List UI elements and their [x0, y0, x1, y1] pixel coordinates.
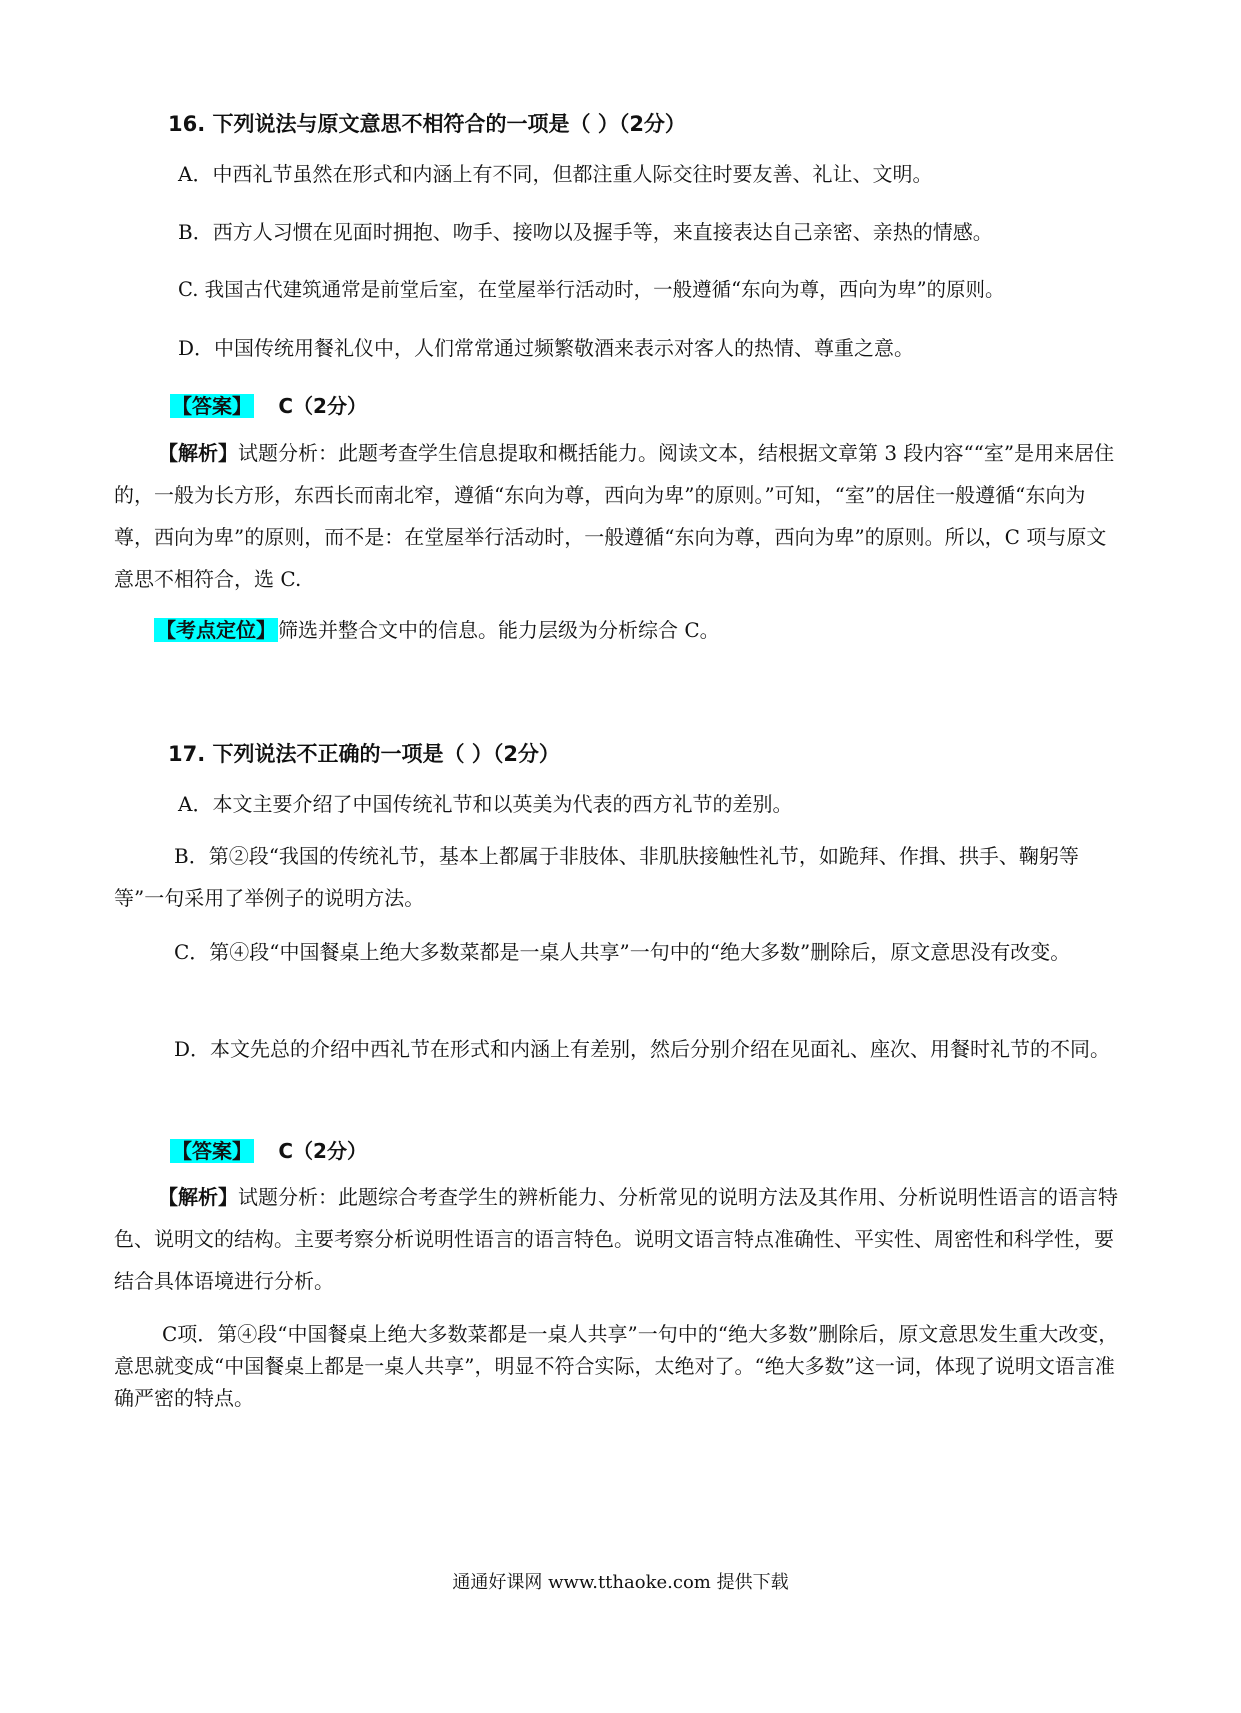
- q17-option-d-text: D．本文先总的介绍中西礼节在形式和内涵上有差别，然后分别介绍在见面礼、座次、用餐时礼节的不同。: [174, 1037, 1111, 1061]
- q16-answer-value: C（2分）: [278, 394, 367, 418]
- question-16-title: 16. 下列说法与原文意思不相符合的一项是（ ）（2分）: [168, 112, 686, 136]
- q16-answer: [170, 390, 367, 419]
- q17-analysis: [114, 1176, 1124, 1302]
- q17-analysis-text: 试题分析：此题综合考查学生的辨析能力、分析常见的说明方法及其作用、分析说明性语言的语言特色、说明文的结构。主要考察分析说明性语言的语言特色。说明文语言特点准确性、平实性、周密性和科学性，要结合具体语境进行分析。: [114, 1185, 1118, 1293]
- q17-answer-value: C（2分）: [278, 1139, 367, 1163]
- q17-option-b: [114, 835, 1124, 919]
- q16-option-c: C. 我国古代建筑通常是前堂后室，在堂屋举行活动时，一般遵循“东向为尊，西向为卑”的原则。: [178, 278, 1005, 301]
- page-footer: 通通好课网 www.tthaoke.com 提供下载: [452, 1572, 789, 1593]
- q16-point: [154, 614, 720, 643]
- q16-analysis-label: 【解析】: [158, 441, 238, 465]
- q17-extra-explanation: [114, 1318, 1124, 1414]
- q16-analysis-text: 试题分析：此题考查学生信息提取和概括能力。阅读文本，结根据文章第 3 段内容““室”是用来居住的，一般为长方形，东西长而南北窄，遵循“东向为尊，西向为卑”的原则。”可知，“室”的居住一般遵循“东向为尊，西向为卑”的原则，而不是：在堂屋举行活动时，一般遵循“东向为尊，西向为卑”的原则。所以，C 项与原文意思不相符合，选 C.: [114, 441, 1115, 591]
- q16-point-text: 筛选并整合文中的信息。能力层级为分析综合 C。: [278, 618, 720, 642]
- q17-answer-label: 【答案】: [172, 1139, 252, 1163]
- q16-answer-label: 【答案】: [172, 394, 252, 418]
- q16-analysis: [114, 432, 1124, 600]
- q17-option-d: [114, 1028, 1124, 1070]
- q16-option-d: D．中国传统用餐礼仪中，人们常常通过频繁敬酒来表示对客人的热情、尊重之意。: [178, 336, 915, 360]
- q16-point-label: 【考点定位】: [156, 618, 276, 642]
- q17-option-c: [114, 931, 1124, 973]
- q17-option-a: A．本文主要介绍了中国传统礼节和以英美为代表的西方礼节的差别。: [178, 792, 793, 816]
- q17-option-c-text: C．第④段“中国餐桌上绝大多数菜都是一桌人共享”一句中的“绝大多数”删除后，原文意思没有改变。: [174, 940, 1071, 964]
- q17-answer: [170, 1135, 367, 1164]
- q16-option-b: B．西方人习惯在见面时拥抱、吻手、接吻以及握手等，来直接表达自己亲密、亲热的情感。: [178, 220, 993, 244]
- question-17-title: 17. 下列说法不正确的一项是（ ）（2分）: [168, 742, 560, 766]
- q17-extra-text: C项．第④段“中国餐桌上绝大多数菜都是一桌人共享”一句中的“绝大多数”删除后，原文意思发生重大改变，意思就变成“中国餐桌上都是一桌人共享”，明显不符合实际，太绝对了。“绝大多数”这一词，体现了说明文语言准确严密的特点。: [114, 1322, 1119, 1410]
- q17-option-b-text: B．第②段“我国的传统礼节，基本上都属于非肢体、非肌肤接触性礼节，如跪拜、作揖、拱手、鞠躬等等”一句采用了举例子的说明方法。: [114, 844, 1079, 910]
- q17-analysis-label: 【解析】: [158, 1185, 238, 1209]
- q16-option-a: A．中西礼节虽然在形式和内涵上有不同，但都注重人际交往时要友善、礼让、文明。: [178, 162, 933, 186]
